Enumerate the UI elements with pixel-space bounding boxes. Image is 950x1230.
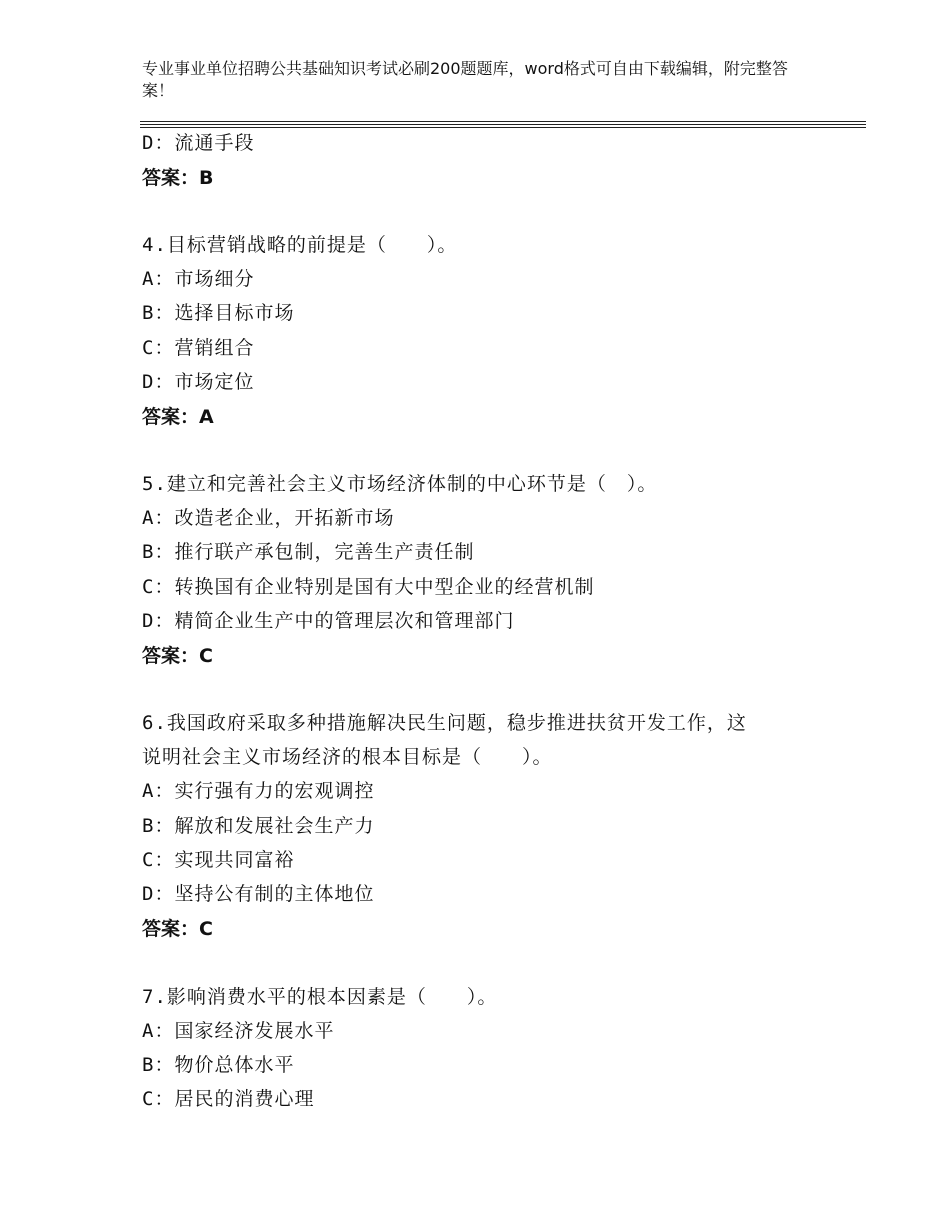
q3-option-d: D：流通手段	[142, 132, 255, 154]
q6-option-c: C：实现共同富裕	[142, 849, 295, 871]
q7-stem: 7.影响消费水平的根本因素是（ ）。	[142, 986, 498, 1008]
q5-stem: 5.建立和完善社会主义市场经济体制的中心环节是（ ）。	[142, 473, 658, 495]
q4-option-c: C：营销组合	[142, 337, 255, 359]
q6-answer: 答案：C	[142, 918, 213, 940]
q6-option-b: B：解放和发展社会生产力	[142, 815, 375, 837]
page-header: 专业事业单位招聘公共基础知识考试必刷200题题库，word格式可自由下载编辑，附完整答案！	[142, 59, 788, 100]
q5-option-a: A：改造老企业，开拓新市场	[142, 507, 395, 529]
q4-option-a: A：市场细分	[142, 268, 255, 290]
q5-option-c: C：转换国有企业特别是国有大中型企业的经营机制	[142, 576, 595, 598]
q7-option-a: A：国家经济发展水平	[142, 1020, 335, 1042]
header-rule	[140, 124, 866, 125]
header-rule	[140, 121, 866, 122]
q6-stem-line1: 6.我国政府采取多种措施解决民生问题，稳步推进扶贫开发工作，这	[142, 712, 747, 734]
q4-stem: 4.目标营销战略的前提是（ ）。	[142, 234, 458, 256]
q7-option-c: C：居民的消费心理	[142, 1088, 315, 1110]
q6-option-a: A：实行强有力的宏观调控	[142, 780, 375, 802]
q5-option-d: D：精简企业生产中的管理层次和管理部门	[142, 610, 515, 632]
q6-option-d: D：坚持公有制的主体地位	[142, 883, 375, 905]
q5-answer: 答案：C	[142, 645, 213, 667]
q4-option-d: D：市场定位	[142, 371, 255, 393]
header-rule	[140, 127, 866, 128]
q7-option-b: B：物价总体水平	[142, 1054, 295, 1076]
q5-option-b: B：推行联产承包制，完善生产责任制	[142, 541, 475, 563]
q6-stem-line2: 说明社会主义市场经济的根本目标是（ ）。	[142, 746, 553, 768]
q4-answer: 答案：A	[142, 406, 214, 428]
q4-option-b: B：选择目标市场	[142, 302, 295, 324]
q3-answer: 答案：B	[142, 167, 214, 189]
